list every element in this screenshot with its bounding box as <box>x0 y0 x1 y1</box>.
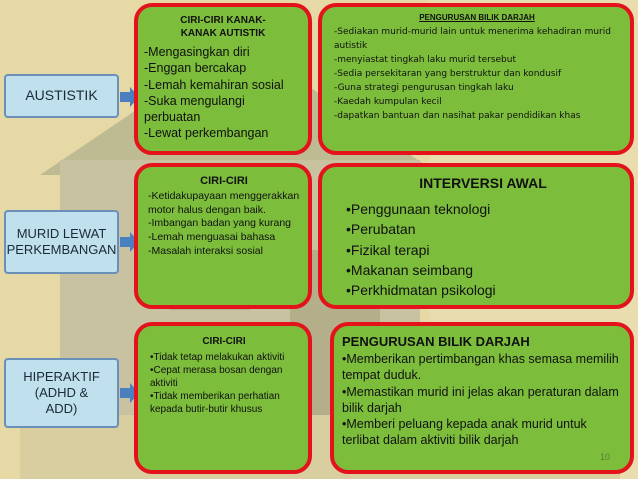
list-item: -Lemah kemahiran sosial <box>144 77 284 92</box>
label-autistik <box>4 74 119 118</box>
list-item: •Cepat merasa bosan dengan aktiviti <box>150 365 283 389</box>
autistic-traits-list <box>144 44 302 142</box>
label-lewat-perkembangan <box>4 210 119 274</box>
card-hyper-classroom-title: PENGURUSAN BILIK DARJAH <box>342 334 530 349</box>
card-autistic-classroom-title: PENGURUSAN BILIK DARJAH <box>419 13 535 22</box>
card-hyper-traits-title: CIRI-CIRI <box>202 336 246 347</box>
card-lewat-traits-title: CIRI-CIRI <box>200 175 248 187</box>
page-number: 10 <box>599 452 610 462</box>
list-item: -dapatkan bantuan dan nasihat pakar pendidikan khas <box>334 110 581 121</box>
card-hyper-traits <box>134 322 312 474</box>
label-autistik-text: AUSTISTIK <box>25 87 98 104</box>
list-item: -Sediakan murid-murid lain untuk menerima kehadiran murid autistik <box>334 27 611 51</box>
card-autistic-classroom <box>318 3 634 155</box>
list-item: -Enggan bercakap <box>144 61 247 76</box>
card-intervention-title: INTERVERSI AWAL <box>419 175 547 191</box>
card-hyper-classroom <box>330 322 634 474</box>
list-item: •Memastikan murid ini jelas akan peraturan dalam bilik darjah <box>342 384 619 415</box>
list-item: •Tidak tetap melakukan aktiviti <box>150 352 285 363</box>
list-item: •Tidak memberikan perhatian kepada butir-butir khusus <box>150 391 280 415</box>
label-lewat-text: MURID LEWAT PERKEMBANGAN <box>6 225 117 257</box>
label-hiperaktif <box>4 358 119 428</box>
card-lewat-traits <box>134 163 312 309</box>
hyper-classroom-list <box>342 351 624 449</box>
list-item: -menyiastat tingkah laku murid tersebut <box>334 54 516 65</box>
list-item: -Lewat perkembangan <box>144 126 269 141</box>
list-item: -Ketidakupayaan menggerakkan motor halus dengan baik. <box>148 190 300 216</box>
card-autistic-traits-title: CIRI-CIRI KANAK-KANAK AUTISTIK <box>180 15 266 39</box>
card-intervention <box>318 163 634 309</box>
list-item: -Suka mengulangi perbuatan <box>144 93 245 124</box>
list-item: •Penggunaan teknologi <box>346 201 491 217</box>
list-item: •Fizikal terapi <box>346 241 430 258</box>
list-item: •Perkhidmatan psikologi <box>346 282 496 299</box>
list-item: -Masalah interaksi sosial <box>148 244 263 257</box>
autistic-classroom-list <box>334 26 620 124</box>
list-item: -Kaedah kumpulan kecil <box>334 96 442 107</box>
list-item: -Imbangan badan yang kurang <box>148 217 292 230</box>
label-hiperaktif-text: HIPERAKTIF (ADHD & ADD) <box>23 368 100 417</box>
list-item: -Guna strategi pengurusan tingkah laku <box>334 82 514 93</box>
list-item: •Makanan seimbang <box>346 261 474 278</box>
card-autistic-traits <box>134 3 312 155</box>
lewat-traits-list <box>148 190 300 258</box>
list-item: •Memberi peluang kepada anak murid untuk terlibat dalam aktiviti bilik darjah <box>342 417 587 448</box>
list-item: -Lemah menguasai bahasa <box>148 230 276 243</box>
list-item: •Memberikan pertimbangan khas semasa memilih tempat duduk. <box>342 352 619 383</box>
hyper-traits-list <box>150 351 298 416</box>
list-item: -Mengasingkan diri <box>144 45 250 59</box>
list-item: •Perubatan <box>346 221 416 238</box>
intervention-list <box>346 199 620 300</box>
list-item: -Sedia persekitaran yang berstruktur dan kondusif <box>334 68 562 79</box>
